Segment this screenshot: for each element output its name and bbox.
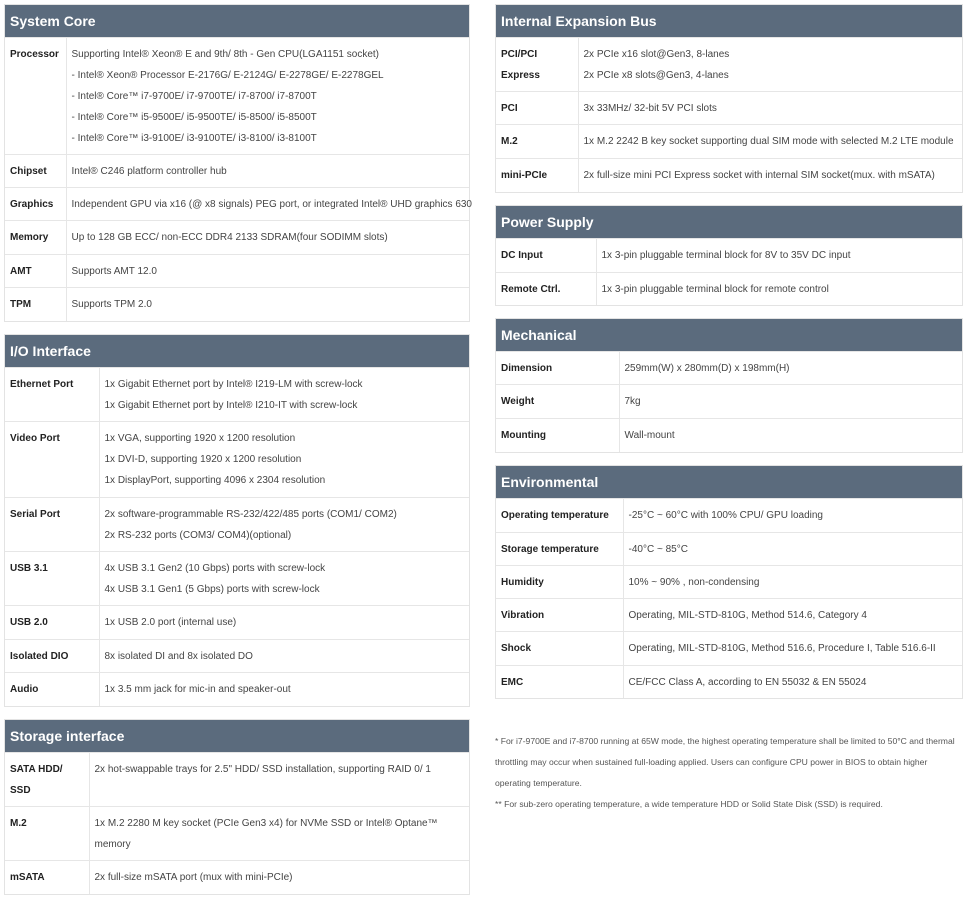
spec-label: M.2 (501, 136, 518, 147)
spec-value (66, 221, 469, 255)
spec-label: TPM (10, 299, 32, 310)
spec-value (623, 631, 962, 665)
spec-value (623, 598, 962, 631)
spec-value (66, 288, 469, 321)
spec-row-emc (496, 665, 962, 698)
spec-label: Ethernet Port (10, 378, 74, 390)
spec-row-dimension (496, 352, 962, 385)
spec-label: PCI/PCI Express (501, 49, 540, 81)
spec-value (578, 38, 962, 92)
spec-value (89, 753, 469, 807)
spec-value-line: 1x USB 2.0 port (internal use) (104, 616, 237, 628)
spec-value (99, 367, 469, 421)
spec-table (5, 752, 469, 894)
spec-value (66, 188, 472, 221)
spec-label: DC Input (501, 249, 543, 261)
spec-label: Processor (10, 49, 59, 60)
spec-value (623, 498, 962, 532)
spec-value-line: 1x Gigabit Ethernet port by Intel® I219-LM with screw-lock (104, 378, 363, 390)
spec-value-line: - Intel® Core™ i7-9700E/ i7-9700TE/ i7-8700/ i7-8700T (71, 91, 317, 102)
section-environmental (495, 465, 963, 700)
spec-value-line: Supports TPM 2.0 (71, 299, 152, 310)
spec-value (623, 665, 962, 698)
spec-value (619, 352, 962, 385)
spec-label: Serial Port (10, 508, 61, 520)
spec-value-line: 2x PCIe x16 slot@Gen3, 8-lanes (583, 49, 730, 60)
spec-row-msata (5, 861, 469, 894)
spec-value-line: 4x USB 3.1 Gen1 (5 Gbps) ports with screw-lock (104, 583, 320, 595)
spec-value-line: 259mm(W) x 280mm(D) x 198mm(H) (624, 363, 790, 374)
footnotes (495, 731, 957, 815)
spec-label: Graphics (10, 199, 54, 210)
spec-value-line: 8x isolated DI and 8x isolated DO (104, 650, 253, 662)
spec-value (89, 807, 469, 861)
spec-label-line: SSD (10, 785, 31, 796)
spec-table (5, 37, 472, 321)
footnote-subzero: ** For sub-zero operating temperature, a wide temperature HDD or Solid State Disk (SSD) is required. (495, 799, 883, 809)
spec-label: mSATA (10, 872, 45, 883)
spec-value (66, 155, 469, 188)
right-column (495, 4, 963, 711)
section-mechanical (495, 318, 963, 453)
spec-value (596, 238, 962, 272)
spec-value-line: Supports AMT 12.0 (71, 266, 157, 277)
spec-label: USB 2.0 (10, 616, 48, 628)
spec-value (596, 272, 962, 305)
spec-row-pci-pci-express (496, 38, 962, 92)
spec-value-line: 7kg (624, 396, 641, 407)
spec-label: Chipset (10, 166, 47, 177)
spec-table (496, 498, 962, 699)
spec-value-line: 1x 3-pin pluggable terminal block for 8V to 35V DC input (601, 249, 851, 261)
spec-row-video-port (5, 421, 469, 497)
spec-row-operating-temperature (496, 498, 962, 532)
spec-row-remote-ctrl (496, 272, 962, 305)
spec-value-line: Wall-mount (624, 430, 675, 441)
spec-label: Video Port (10, 432, 60, 444)
spec-label: AMT (10, 266, 32, 277)
spec-value-line: 2x PCIe x8 slots@Gen3, 4-lanes (583, 70, 729, 81)
spec-row-pci (496, 92, 962, 125)
section-power-supply (495, 205, 963, 307)
spec-value-line: 2x full-size mini PCI Express socket with internal SIM socket(mux. with mSATA) (583, 170, 935, 181)
spec-label: USB 3.1 (10, 562, 48, 574)
section-title: Storage interface (5, 720, 469, 752)
spec-label: Dimension (501, 363, 553, 374)
spec-value (99, 605, 469, 639)
spec-value (578, 159, 962, 192)
spec-label: PCI (501, 103, 518, 114)
spec-label: Isolated DIO (10, 650, 69, 662)
spec-label: Vibration (501, 609, 545, 621)
spec-row-sata-hdd-ssd (5, 753, 469, 807)
spec-value-line: 1x M.2 2280 M key socket (PCIe Gen3 x4) for NVMe SSD or Intel® Optane™ (94, 818, 438, 829)
spec-table (496, 351, 962, 452)
spec-row-storage-temperature (496, 532, 962, 565)
spec-label: EMC (501, 676, 524, 688)
spec-label: M.2 (10, 818, 27, 829)
spec-value (623, 532, 962, 565)
spec-label: mini-PCIe (501, 170, 548, 181)
spec-row-vibration (496, 598, 962, 631)
spec-value (578, 125, 962, 159)
spec-row-serial-port (5, 497, 469, 551)
footnote-thermal: * For i7-9700E and i7-8700 running at 65W mode, the highest operating temperature shall be limited to 50°C and thermal throttling may occur when sustained full-loading applied. Users can configure CPU power in BIOS to obtain higher operating temperature. (495, 736, 955, 788)
spec-value-line: 1x 3.5 mm jack for mic-in and speaker-out (104, 683, 291, 695)
spec-value-line: 2x RS-232 ports (COM3/ COM4)(optional) (104, 529, 292, 541)
spec-row-amt (5, 255, 469, 288)
spec-value-line: - Intel® Core™ i3-9100E/ i3-9100TE/ i3-8100/ i3-8100T (71, 133, 317, 144)
spec-table (496, 238, 962, 306)
section-storage-interface (4, 719, 470, 895)
spec-value-line: -25°C ~ 60°C with 100% CPU/ GPU loading (628, 509, 823, 521)
spec-row-graphics (5, 188, 469, 221)
section-title: Environmental (496, 466, 962, 498)
spec-row-tpm (5, 288, 469, 321)
spec-label: Humidity (501, 576, 544, 588)
spec-value-line: 1x DVI-D, supporting 1920 x 1200 resolution (104, 453, 302, 465)
spec-value-line: -40°C ~ 85°C (628, 543, 688, 555)
spec-label (5, 753, 89, 807)
spec-value-line: - Intel® Xeon® Processor E-2176G/ E-2124G/ E-2278GE/ E-2278GEL (71, 70, 384, 81)
spec-value-line: - Intel® Core™ i5-9500E/ i5-9500TE/ i5-8500/ i5-8500T (71, 112, 317, 123)
spec-value (99, 421, 469, 497)
spec-value-line: Supporting Intel® Xeon® E and 9th/ 8th - Gen CPU(LGA1151 socket) (71, 49, 379, 60)
spec-value-line: 1x VGA, supporting 1920 x 1200 resolution (104, 432, 296, 444)
spec-row-mounting (496, 419, 962, 452)
section-i-o-interface (4, 334, 470, 708)
spec-value (619, 419, 962, 452)
spec-row-memory (5, 221, 469, 255)
spec-value (89, 861, 469, 894)
spec-row-mini-pcie (496, 159, 962, 192)
spec-value-line: 2x software-programmable RS-232/422/485 ports (COM1/ COM2) (104, 508, 397, 520)
spec-row-m-2 (496, 125, 962, 159)
spec-value (66, 255, 469, 288)
spec-value (99, 639, 469, 672)
spec-row-processor (5, 38, 469, 155)
spec-label: Mounting (501, 430, 546, 441)
spec-table (5, 367, 469, 707)
spec-label: Memory (10, 232, 49, 243)
spec-table (496, 37, 962, 192)
spec-row-dc-input (496, 238, 962, 272)
spec-row-usb-2-0 (5, 605, 469, 639)
spec-label: Remote Ctrl. (501, 283, 561, 295)
spec-label-line: SATA HDD/ (10, 764, 63, 775)
spec-value-line: Independent GPU via x16 (@ x8 signals) PEG port, or integrated Intel® UHD graphics 630 (71, 199, 472, 210)
spec-value-line: 4x USB 3.1 Gen2 (10 Gbps) ports with screw-lock (104, 562, 326, 574)
spec-value (619, 385, 962, 419)
spec-value-line: 2x hot-swappable trays for 2.5" HDD/ SSD installation, supporting RAID 0/ 1 (94, 764, 431, 775)
spec-row-ethernet-port (5, 367, 469, 421)
spec-value-line: Operating, MIL-STD-810G, Method 516.6, Procedure I, Table 516.6-II (628, 642, 936, 654)
spec-label: Weight (501, 396, 535, 407)
spec-row-m-2 (5, 807, 469, 861)
spec-value (99, 551, 469, 605)
spec-value-line: 1x Gigabit Ethernet port by Intel® I210-IT with screw-lock (104, 399, 358, 411)
spec-row-humidity (496, 565, 962, 598)
spec-value-line: Intel® C246 platform controller hub (71, 166, 227, 177)
spec-label: Audio (10, 683, 39, 695)
spec-value-line: 1x DisplayPort, supporting 4096 x 2304 resolution (104, 474, 326, 486)
spec-row-weight (496, 385, 962, 419)
section-title: I/O Interface (5, 335, 469, 367)
spec-row-chipset (5, 155, 469, 188)
spec-row-audio (5, 672, 469, 706)
section-title: System Core (5, 5, 469, 37)
spec-value (578, 92, 962, 125)
spec-value-line: 10% ~ 90% , non-condensing (628, 576, 760, 588)
spec-value-line: 3x 33MHz/ 32-bit 5V PCI slots (583, 103, 717, 114)
section-title: Mechanical (496, 319, 962, 351)
section-system-core (4, 4, 470, 322)
spec-value-line: 1x M.2 2242 B key socket supporting dual SIM mode with selected M.2 LTE module (583, 136, 954, 147)
section-title: Internal Expansion Bus (496, 5, 962, 37)
spec-value-line: memory (94, 839, 131, 850)
spec-value-line: Operating, MIL-STD-810G, Method 514.6, Category 4 (628, 609, 867, 621)
spec-label: Shock (501, 642, 532, 654)
section-title: Power Supply (496, 206, 962, 238)
left-column (4, 4, 470, 897)
spec-row-usb-3-1 (5, 551, 469, 605)
spec-value-line: CE/FCC Class A, according to EN 55032 & EN 55024 (628, 676, 867, 688)
spec-row-shock (496, 631, 962, 665)
spec-label: Storage temperature (501, 543, 599, 555)
spec-label: Operating temperature (501, 509, 609, 521)
section-internal-expansion-bus (495, 4, 963, 193)
spec-value (99, 497, 469, 551)
spec-row-isolated-dio (5, 639, 469, 672)
spec-value (99, 672, 469, 706)
spec-value (66, 38, 469, 155)
spec-value-line: Up to 128 GB ECC/ non-ECC DDR4 2133 SDRAM(four SODIMM slots) (71, 232, 388, 243)
spec-value-line: 2x full-size mSATA port (mux with mini-PCIe) (94, 872, 293, 883)
spec-value-line: 1x 3-pin pluggable terminal block for remote control (601, 283, 829, 295)
spec-value (623, 565, 962, 598)
